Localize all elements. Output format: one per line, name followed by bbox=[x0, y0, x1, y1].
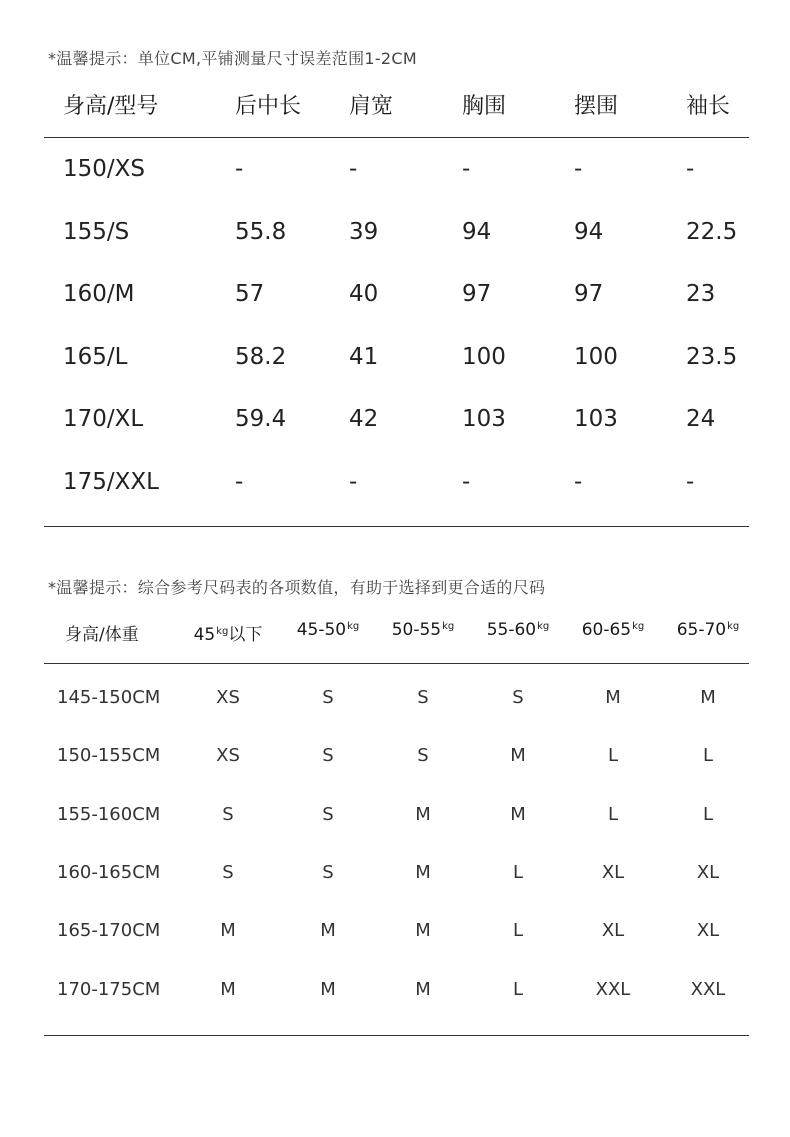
weight-unit: kg bbox=[727, 621, 740, 632]
weight-range: 45-50 bbox=[296, 620, 347, 640]
size-note: *温馨提示：单位CM,平铺测量尺寸误差范围1-2CM bbox=[48, 49, 417, 68]
recommended-size-cell: M bbox=[415, 861, 431, 883]
measurement-cell: 24 bbox=[686, 406, 716, 432]
recommended-size-cell: M bbox=[220, 978, 236, 1000]
measurement-cell: - bbox=[462, 156, 471, 182]
weight-range: 65-70 bbox=[676, 620, 727, 640]
recommended-size-cell: XXL bbox=[595, 978, 631, 1000]
column-header: 袖长 bbox=[686, 94, 731, 119]
recommended-size-cell: S bbox=[222, 861, 234, 883]
measurement-cell: 103 bbox=[574, 406, 618, 432]
recommended-size-cell: XS bbox=[216, 745, 240, 767]
size-label: 160/M bbox=[63, 281, 135, 307]
weight-unit: kg bbox=[216, 626, 229, 637]
recommended-size-cell: L bbox=[607, 803, 619, 825]
measurement-cell: - bbox=[349, 156, 358, 182]
size-label: 175/XXL bbox=[63, 468, 159, 495]
weight-unit: kg bbox=[632, 621, 645, 632]
measurement-cell: 22.5 bbox=[686, 218, 738, 245]
recommended-size-cell: M bbox=[320, 920, 336, 942]
weight-range: 55-60 bbox=[486, 620, 537, 640]
recommended-size-cell: S bbox=[417, 687, 429, 708]
weight-column-header bbox=[194, 620, 263, 645]
measurement-cell: 97 bbox=[462, 281, 492, 307]
measurement-cell: 59.4 bbox=[235, 406, 287, 432]
measurement-cell: 42 bbox=[349, 406, 379, 432]
recommended-size-cell: L bbox=[512, 920, 524, 942]
recommended-size-cell: M bbox=[320, 978, 336, 1000]
size-label: 165/L bbox=[63, 343, 128, 370]
measurement-cell: 94 bbox=[462, 218, 492, 245]
recommended-size-cell: S bbox=[222, 803, 234, 825]
measurement-cell: - bbox=[574, 156, 583, 182]
measurement-cell: 41 bbox=[349, 343, 379, 370]
recommended-size-cell: L bbox=[512, 978, 524, 1000]
weight-column-header bbox=[392, 620, 455, 640]
measurement-cell: - bbox=[235, 156, 244, 182]
recommended-size-cell: L bbox=[702, 745, 714, 767]
column-header: 身高/体重 bbox=[65, 625, 139, 645]
recommended-size-cell: S bbox=[322, 687, 334, 708]
recommended-size-cell: L bbox=[512, 861, 524, 883]
measurement-cell: 40 bbox=[349, 281, 379, 307]
recommended-size-cell: L bbox=[607, 745, 619, 767]
measurement-cell: - bbox=[686, 156, 695, 182]
recommended-size-cell: M bbox=[415, 803, 431, 825]
weight-unit: kg bbox=[442, 621, 455, 632]
weight-suffix: 以下 bbox=[228, 625, 263, 645]
measurement-cell: 103 bbox=[462, 406, 506, 432]
measurement-cell: 23 bbox=[686, 281, 716, 307]
height-range-cell: 155-160CM bbox=[57, 803, 161, 825]
measurement-cell: 57 bbox=[235, 281, 265, 307]
recommended-size-cell: M bbox=[510, 745, 526, 767]
recommended-size-cell: XXL bbox=[690, 978, 726, 1000]
measurement-cell: - bbox=[686, 468, 695, 495]
measurement-cell: 94 bbox=[574, 218, 604, 245]
height-range-cell: 145-150CM bbox=[57, 687, 161, 708]
weight-unit: kg bbox=[347, 621, 360, 632]
measurement-cell: - bbox=[235, 468, 244, 495]
measurement-cell: 100 bbox=[574, 343, 618, 370]
weight-column-header bbox=[677, 620, 740, 640]
height-range-cell: 170-175CM bbox=[57, 978, 161, 1000]
recommended-size-cell: XL bbox=[696, 861, 720, 883]
measurement-cell: 55.8 bbox=[235, 218, 287, 245]
header-divider bbox=[44, 137, 749, 138]
recommended-size-cell: M bbox=[605, 687, 621, 708]
weight-range: 45 bbox=[193, 625, 216, 645]
height-range-cell: 160-165CM bbox=[57, 861, 161, 883]
size-label: 155/S bbox=[63, 218, 130, 245]
recommended-size-cell: M bbox=[510, 803, 526, 825]
recommended-size-cell: XL bbox=[601, 920, 625, 942]
recommended-size-cell: M bbox=[700, 687, 716, 708]
table-bottom-divider bbox=[44, 526, 749, 527]
recommended-size-cell: M bbox=[220, 920, 236, 942]
recommended-size-cell: S bbox=[322, 861, 334, 883]
recommended-size-cell: S bbox=[417, 745, 429, 767]
measurement-cell: 100 bbox=[462, 343, 506, 370]
measurement-cell: 23.5 bbox=[686, 343, 738, 370]
measurement-cell: - bbox=[574, 468, 583, 495]
height-range-cell: 165-170CM bbox=[57, 920, 161, 942]
column-header: 胸围 bbox=[462, 94, 507, 119]
size-label: 150/XS bbox=[63, 156, 146, 182]
column-header: 肩宽 bbox=[349, 94, 394, 119]
recommendation-note: *温馨提示：综合参考尺码表的各项数值，有助于选择到更合适的尺码 bbox=[48, 578, 546, 597]
recommended-size-cell: XS bbox=[216, 687, 240, 708]
weight-range: 50-55 bbox=[391, 620, 442, 640]
recommended-size-cell: M bbox=[415, 978, 431, 1000]
recommended-size-cell: XL bbox=[696, 920, 720, 942]
measurement-cell: 58.2 bbox=[235, 343, 287, 370]
measurement-cell: 97 bbox=[574, 281, 604, 307]
weight-unit: kg bbox=[537, 621, 550, 632]
measurement-cell: 39 bbox=[349, 218, 379, 245]
recommended-size-cell: XL bbox=[601, 861, 625, 883]
recommended-size-cell: M bbox=[415, 920, 431, 942]
column-header: 后中长 bbox=[235, 94, 302, 119]
column-header: 摆围 bbox=[574, 94, 619, 119]
size-label: 170/XL bbox=[63, 406, 144, 432]
weight-range: 60-65 bbox=[581, 620, 632, 640]
weight-column-header bbox=[582, 620, 645, 640]
recommended-size-cell: S bbox=[512, 687, 524, 708]
measurement-cell: - bbox=[349, 468, 358, 495]
recommendation-bottom-divider bbox=[44, 1035, 749, 1036]
recommended-size-cell: L bbox=[702, 803, 714, 825]
weight-column-header bbox=[297, 620, 360, 640]
column-header: 身高/型号 bbox=[63, 94, 159, 119]
recommended-size-cell: S bbox=[322, 745, 334, 767]
recommended-size-cell: S bbox=[322, 803, 334, 825]
weight-column-header bbox=[487, 620, 550, 640]
measurement-cell: - bbox=[462, 468, 471, 495]
height-range-cell: 150-155CM bbox=[57, 745, 161, 767]
recommendation-header-divider bbox=[44, 663, 749, 664]
